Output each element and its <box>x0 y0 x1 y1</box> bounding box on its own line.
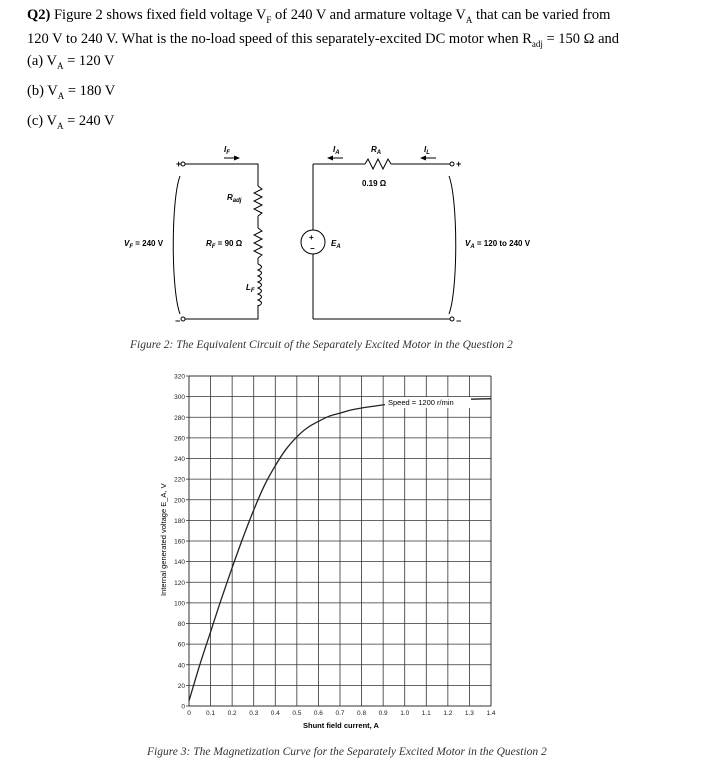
x-tick-label: 0.5 <box>292 710 302 717</box>
y-tick-label: 240 <box>174 456 185 463</box>
y-tick-label: 160 <box>174 538 185 546</box>
y-tick-label: 260 <box>174 435 185 443</box>
x-tick-label: 0.4 <box>270 710 280 717</box>
x-tick-label: 0.6 <box>313 710 323 717</box>
if-label: $I_F$ <box>224 145 230 156</box>
y-tick-label: 20 <box>177 682 185 690</box>
x-tick-labels <box>187 710 496 717</box>
option-b: (b) $V_A = 180$ V <box>27 83 116 101</box>
y-tick-label: 220 <box>174 476 185 484</box>
rf-label: $R_F = 90$ Ω <box>206 239 243 250</box>
ia-label: $I_A$ <box>333 145 340 156</box>
vf-label: $V_F = 240$ V <box>124 239 164 250</box>
ea-label: $E_A$ <box>331 239 341 250</box>
x-tick-label: 0.3 <box>249 710 259 717</box>
question-text: Q2) Figure 2 shows fixed field voltage $V_F$ of 240 V and armature voltage $V_A$ that can be varied from 120 V to 240 V. What is the no-load speed of this separately-excited DC motor when $R_{adj} = 150$ Ω and <box>27 7 620 49</box>
y-tick-label: 40 <box>177 662 185 670</box>
x-tick-label: 0 <box>187 710 191 717</box>
magnetization-chart <box>0 362 715 742</box>
question-number: Q2) <box>27 7 51 23</box>
speed-annotation: Speed = 1200 r/min <box>388 398 454 407</box>
figure2-caption: Figure 2: The Equivalent Circuit of the Separately Excited Motor in the Question 2 <box>130 339 513 351</box>
vf-minus: − <box>175 316 181 326</box>
y-tick-label: 120 <box>174 579 185 587</box>
y-tick-label: 180 <box>174 517 185 525</box>
y-tick-labels <box>174 374 185 711</box>
y-tick-label: 200 <box>174 497 185 505</box>
y-tick-label: 300 <box>174 394 185 402</box>
option-a: (a) $V_A = 120$ V <box>27 53 115 71</box>
option-c: (c) $V_A = 240$ V <box>27 113 115 131</box>
x-tick-label: 0.2 <box>227 710 237 717</box>
y-axis-label: Internal generated voltage E_A, V <box>159 483 168 596</box>
y-tick-label: 80 <box>177 621 185 628</box>
ra-value: 0.19 Ω <box>362 179 387 188</box>
ea-minus: − <box>310 244 315 253</box>
y-tick-label: 280 <box>174 414 185 422</box>
x-tick-label: 1.3 <box>464 710 474 717</box>
va-label: $V_A = 120$ to 240 V <box>465 239 531 250</box>
y-tick-label: 60 <box>177 641 185 649</box>
x-tick-label: 0.7 <box>335 710 345 717</box>
y-tick-label: 0 <box>181 703 185 711</box>
ra-label: $R_A$ <box>371 145 382 156</box>
circuit-diagram <box>0 130 715 335</box>
x-tick-label: 1.4 <box>486 710 496 717</box>
radj-label: $R_{adj}$ <box>227 193 242 204</box>
ea-plus: + <box>309 233 314 242</box>
x-tick-label: 0.1 <box>206 710 216 717</box>
x-tick-label: 1.0 <box>400 710 410 717</box>
lf-label: $L_F$ <box>246 283 255 294</box>
x-axis-label: Shunt field current, A <box>303 721 379 730</box>
x-tick-label: 1.2 <box>443 710 453 717</box>
va-minus: − <box>456 316 462 326</box>
x-tick-label: 0.8 <box>357 710 367 717</box>
y-tick-label: 320 <box>174 373 185 381</box>
y-tick-label: 100 <box>174 600 185 608</box>
y-tick-label: 140 <box>174 559 185 567</box>
figure3-caption: Figure 3: The Magnetization Curve for the Separately Excited Motor in the Question 2 <box>147 746 547 758</box>
va-plus: + <box>456 159 462 169</box>
il-label: $I_L$ <box>424 145 430 156</box>
x-tick-label: 1.1 <box>421 710 431 717</box>
vf-plus: + <box>176 159 182 169</box>
chart-grid <box>186 376 491 706</box>
x-tick-label: 0.9 <box>378 710 388 717</box>
